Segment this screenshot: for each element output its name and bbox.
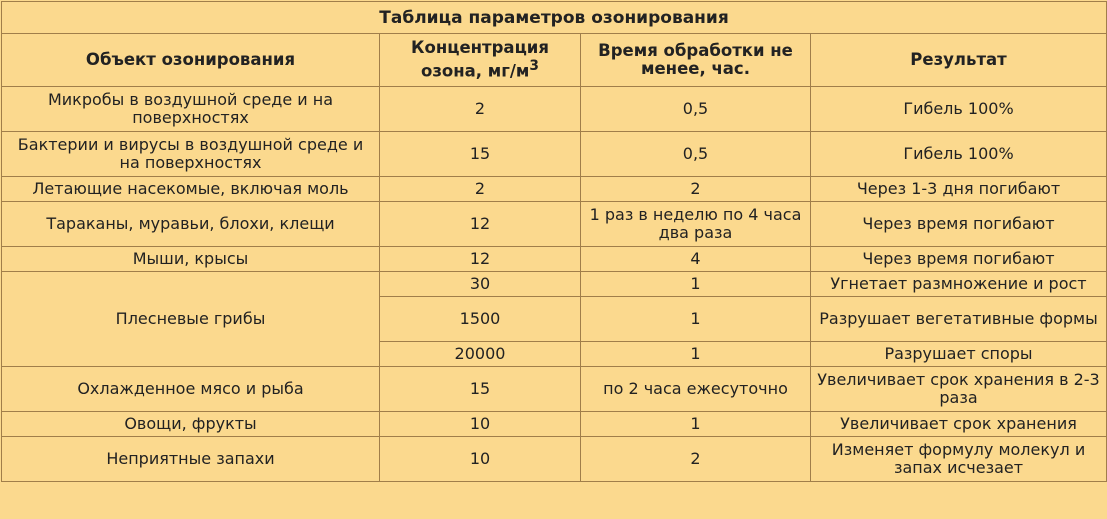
result-cell: Увеличивает срок хранения (811, 412, 1107, 437)
result-cell: Через время погибают (811, 202, 1107, 247)
concentration-cell: 15 (380, 132, 581, 177)
header-time: Время обработки не менее, час. (581, 34, 811, 87)
concentration-cell: 20000 (380, 342, 581, 367)
object-cell: Микробы в воздушной среде и на поверхностях (2, 87, 380, 132)
result-cell: Гибель 100% (811, 132, 1107, 177)
object-cell: Тараканы, муравьи, блохи, клещи (2, 202, 380, 247)
time-cell: 1 (581, 297, 811, 342)
object-cell: Мыши, крысы (2, 247, 380, 272)
object-cell: Охлажденное мясо и рыба (2, 367, 380, 412)
table-row (2, 87, 1107, 132)
result-cell: Гибель 100% (811, 87, 1107, 132)
result-cell: Через 1-3 дня погибают (811, 177, 1107, 202)
table-row (2, 202, 1107, 247)
concentration-cell: 10 (380, 412, 581, 437)
time-cell: 1 раз в неделю по 4 часа два раза (581, 202, 811, 247)
time-cell: 1 (581, 272, 811, 297)
time-cell: 1 (581, 412, 811, 437)
time-cell: 4 (581, 247, 811, 272)
time-cell: 1 (581, 342, 811, 367)
concentration-cell: 12 (380, 247, 581, 272)
result-cell: Через время погибают (811, 247, 1107, 272)
header-concentration-label: Концентрация озона, мг/м (411, 38, 549, 81)
concentration-cell: 2 (380, 87, 581, 132)
table-row (2, 132, 1107, 177)
header-concentration-sup: 3 (529, 58, 539, 75)
table-row (2, 272, 1107, 297)
time-cell: по 2 часа ежесуточно (581, 367, 811, 412)
table-row (2, 437, 1107, 482)
header-result: Результат (811, 34, 1107, 87)
table-row (2, 177, 1107, 202)
table-row (2, 367, 1107, 412)
concentration-cell: 2 (380, 177, 581, 202)
result-cell: Изменяет формулу молекул и запах исчезает (811, 437, 1107, 482)
time-cell: 0,5 (581, 87, 811, 132)
time-cell: 0,5 (581, 132, 811, 177)
result-cell: Разрушает споры (811, 342, 1107, 367)
time-cell: 2 (581, 437, 811, 482)
ozonation-parameters-table (1, 1, 1107, 482)
header-object: Объект озонирования (2, 34, 380, 87)
concentration-cell: 30 (380, 272, 581, 297)
object-cell: Овощи, фрукты (2, 412, 380, 437)
table-row (2, 247, 1107, 272)
object-cell: Плесневые грибы (2, 272, 380, 367)
concentration-cell: 12 (380, 202, 581, 247)
object-cell: Бактерии и вирусы в воздушной среде и на поверхностях (2, 132, 380, 177)
object-cell: Неприятные запахи (2, 437, 380, 482)
result-cell: Разрушает вегетативные формы (811, 297, 1107, 342)
header-concentration (380, 34, 581, 87)
time-cell: 2 (581, 177, 811, 202)
table-row (2, 412, 1107, 437)
object-cell: Летающие насекомые, включая моль (2, 177, 380, 202)
result-cell: Угнетает размножение и рост (811, 272, 1107, 297)
concentration-cell: 10 (380, 437, 581, 482)
concentration-cell: 15 (380, 367, 581, 412)
table-title: Таблица параметров озонирования (2, 2, 1107, 34)
result-cell: Увеличивает срок хранения в 2-3 раза (811, 367, 1107, 412)
concentration-cell: 1500 (380, 297, 581, 342)
